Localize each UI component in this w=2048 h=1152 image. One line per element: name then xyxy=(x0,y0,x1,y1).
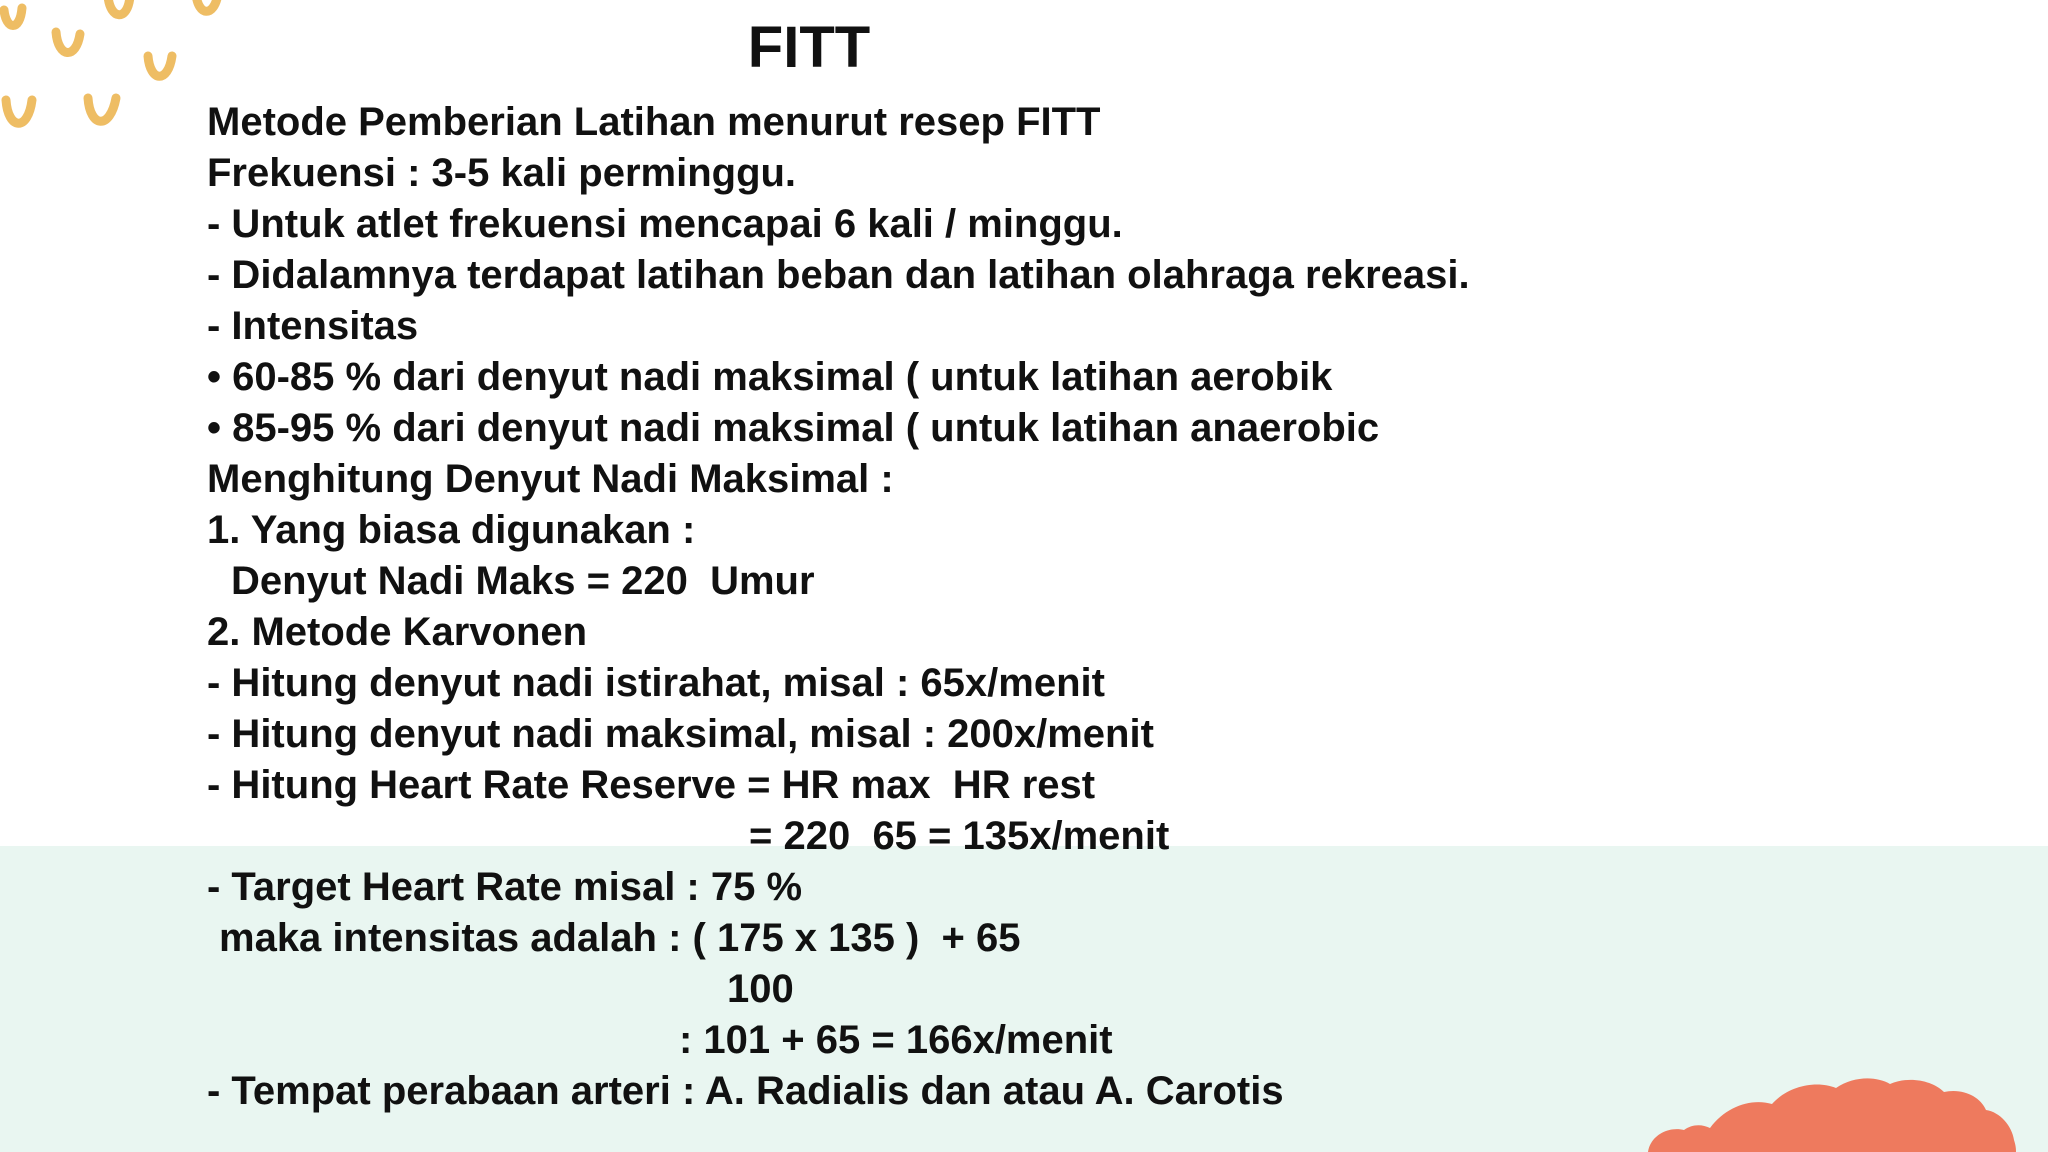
text-line: Metode Pemberian Latihan menurut resep FITT xyxy=(207,100,1101,144)
text-line: Menghitung Denyut Nadi Maksimal : xyxy=(207,457,894,501)
text-line: - Hitung Heart Rate Reserve = HR max HR rest xyxy=(207,763,1096,807)
text-line: = 220 65 = 135x/menit xyxy=(749,814,1170,858)
text-line: : 101 + 65 = 166x/menit xyxy=(679,1018,1113,1062)
text-line: - Didalamnya terdapat latihan beban dan latihan olahraga rekreasi. xyxy=(207,253,1470,297)
text-line: • 60-85 % dari denyut nadi maksimal ( untuk latihan aerobik xyxy=(207,355,1333,399)
text-line: - Target Heart Rate misal : 75 % xyxy=(207,865,803,909)
text-line: - Intensitas xyxy=(207,304,419,348)
slide-title: FITT xyxy=(747,15,871,80)
text-line: - Tempat perabaan arteri : A. Radialis dan atau A. Carotis xyxy=(207,1069,1284,1113)
text-line: - Hitung denyut nadi maksimal, misal : 200x/menit xyxy=(207,712,1154,756)
text-line: • 85-95 % dari denyut nadi maksimal ( untuk latihan anaerobic xyxy=(207,406,1380,450)
text-line: - Untuk atlet frekuensi mencapai 6 kali / minggu. xyxy=(207,202,1123,246)
text-line: 100 xyxy=(727,967,794,1011)
text-line: - Hitung denyut nadi istirahat, misal : 65x/menit xyxy=(207,661,1105,705)
text-line: Frekuensi : 3-5 kali perminggu. xyxy=(207,151,797,195)
text-line: maka intensitas adalah : ( 175 x 135 ) + 65 xyxy=(219,916,1021,960)
text-line: 1. Yang biasa digunakan : xyxy=(207,508,696,552)
text-line: Denyut Nadi Maks = 220 Umur xyxy=(231,559,815,603)
text-line: 2. Metode Karvonen xyxy=(207,610,588,654)
coral-blob-decoration-icon xyxy=(1640,1070,2048,1152)
